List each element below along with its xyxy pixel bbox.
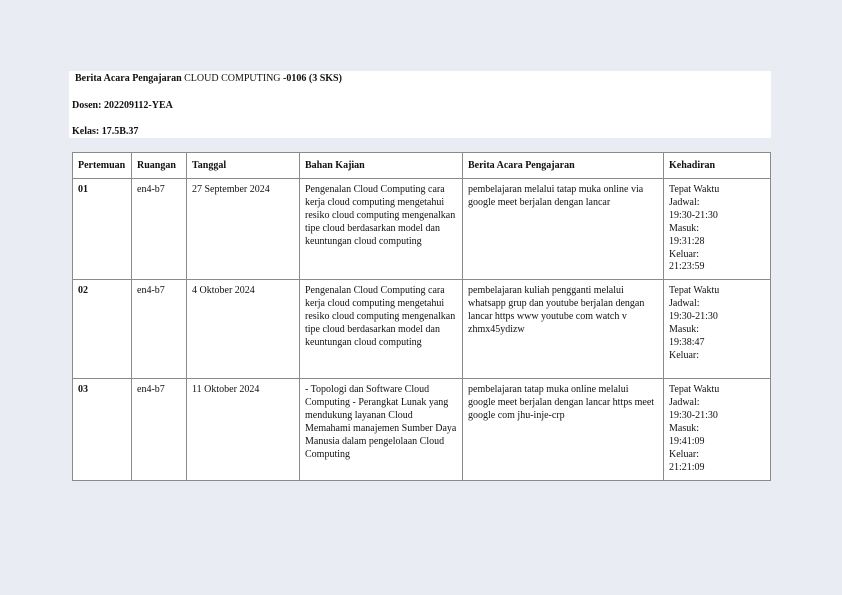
date: 27 September 2024 [187, 179, 300, 280]
schedule-label: Jadwal: [669, 298, 700, 310]
class-id: Kelas: 17.5B.37 [72, 126, 139, 137]
course-code: -0106 (3 SKS) [283, 73, 342, 84]
attendance-status: Tepat Waktu [669, 384, 720, 396]
meeting-number: 02 [73, 280, 132, 379]
schedule-label: Jadwal: [669, 397, 700, 409]
report-title [75, 73, 342, 84]
schedule-time: 19:30-21:30 [669, 209, 718, 221]
room: en4-b7 [132, 280, 187, 379]
date: 4 Oktober 2024 [187, 280, 300, 379]
room: en4-b7 [132, 379, 187, 480]
study-material: Pengenalan Cloud Computing cara kerja cloud computing mengetahui resiko cloud computing mengenalkan tipe cloud berdasarkan model dan keuntungan cloud computing [300, 179, 463, 280]
study-material: - Topologi dan Software Cloud Computing - Perangkat Lunak yang mendukung layanan Cloud Memahami manajemen Sumber Daya Manusia dalam pengelolaan Cloud Computing [300, 379, 463, 480]
check-out-label: Keluar: [669, 248, 699, 260]
check-in-time: 19:38:47 [669, 336, 705, 348]
date: 11 Oktober 2024 [187, 379, 300, 480]
check-out-time: 21:21:09 [669, 461, 705, 473]
column-header-berita-acara: Berita Acara Pengajaran [463, 153, 664, 179]
attendance-status: Tepat Waktu [669, 184, 720, 195]
lecturer-id: Dosen: 202209112-YEA [72, 100, 173, 111]
check-out-label: Keluar: [669, 448, 699, 460]
attendance [664, 379, 771, 480]
schedule-time: 19:30-21:30 [669, 410, 718, 422]
teaching-report: pembelajaran melalui tatap muka online via google meet berjalan dengan lancar [463, 179, 664, 280]
attendance [664, 179, 771, 280]
check-in-time: 19:41:09 [669, 435, 705, 447]
course-name: CLOUD COMPUTING [184, 73, 281, 84]
column-header-kehadiran: Kehadiran [664, 153, 771, 179]
check-out-time: 21:23:59 [669, 261, 705, 273]
check-in-time: 19:31:28 [669, 235, 705, 247]
column-header-bahan-kajian: Bahan Kajian [300, 153, 463, 179]
table-row [73, 280, 771, 379]
teaching-report: pembelajaran tatap muka online melalui google meet berjalan dengan lancar https meet google com jhu-inje-crp [463, 379, 664, 480]
meeting-number: 03 [73, 379, 132, 480]
study-material: Pengenalan Cloud Computing cara kerja cloud computing mengetahui resiko cloud computing mengenalkan tipe cloud berdasarkan model dan keuntungan cloud computing [300, 280, 463, 379]
column-header-pertemuan: Pertemuan [73, 153, 132, 179]
column-header-tanggal: Tanggal [187, 153, 300, 179]
teaching-report: pembelajaran kuliah pengganti melalui whatsapp grup dan youtube berjalan dengan lancar https www youtube com watch v zhmx45ydizw [463, 280, 664, 379]
column-header-ruangan: Ruangan [132, 153, 187, 179]
schedule-time: 19:30-21:30 [669, 311, 718, 323]
meeting-number: 01 [73, 179, 132, 280]
report-header [69, 71, 771, 138]
check-out-label: Keluar: [669, 349, 699, 361]
table-header-row [73, 153, 771, 179]
table-row [73, 379, 771, 480]
attendance [664, 280, 771, 379]
schedule-label: Jadwal: [669, 196, 700, 208]
attendance-status: Tepat Waktu [669, 285, 720, 297]
check-in-label: Masuk: [669, 423, 699, 435]
check-in-label: Masuk: [669, 222, 699, 234]
check-in-label: Masuk: [669, 324, 699, 336]
meeting-report-table [72, 152, 771, 481]
report-title-label: Berita Acara Pengajaran [75, 73, 182, 84]
table-row [73, 179, 771, 280]
room: en4-b7 [132, 179, 187, 280]
